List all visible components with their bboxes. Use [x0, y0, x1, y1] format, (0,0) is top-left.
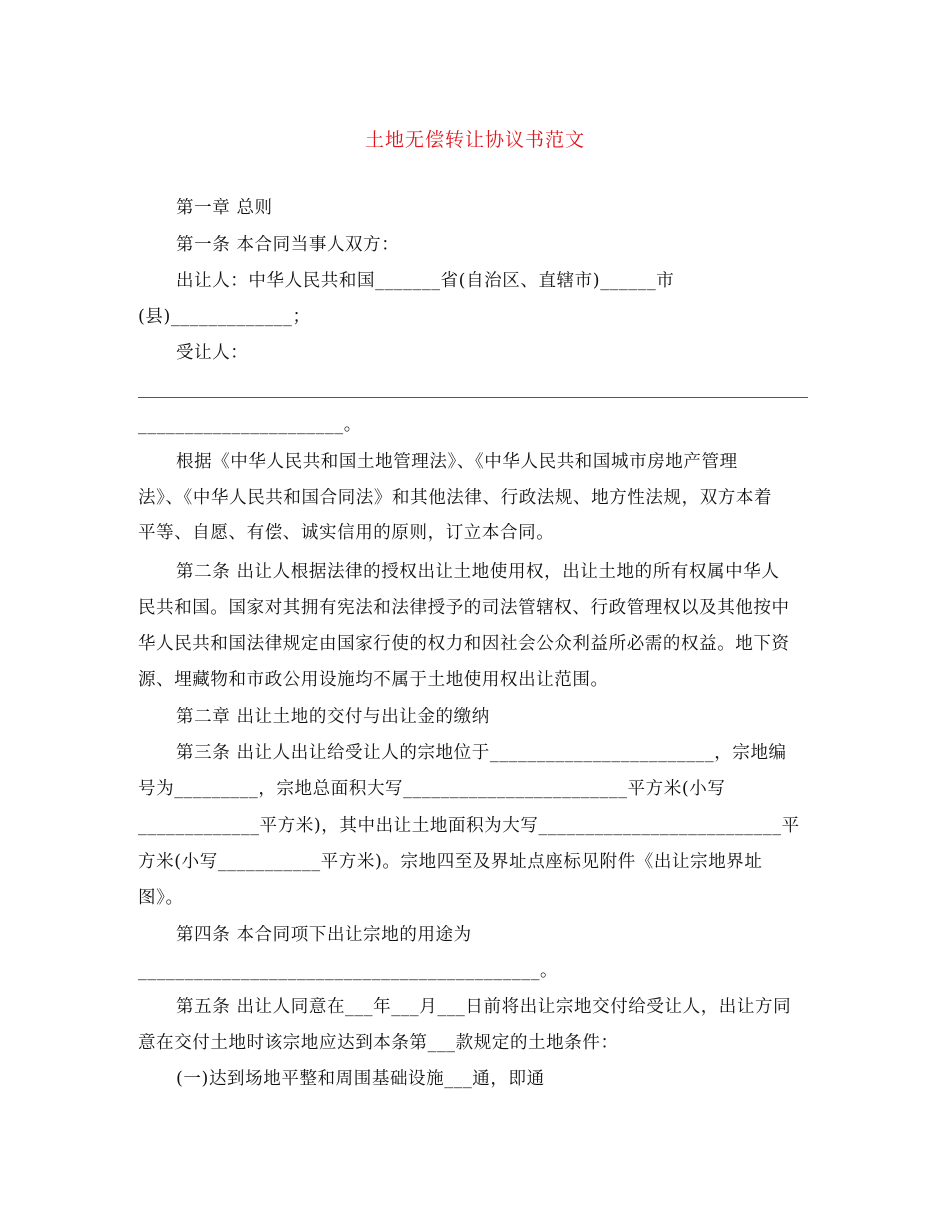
article-2-line-3: 华人民共和国法律规定由国家行使的权力和因社会公众利益所必需的权益。地下资: [138, 634, 790, 654]
chapter-1-heading: 第一章 总则: [176, 198, 273, 218]
article-4-line-2: ___________________________________________。: [138, 961, 559, 981]
paragraph-basis-line-1: 根据《中华人民共和国土地管理法》、《中华人民共和国城市房地产管理: [176, 452, 738, 472]
condition-1-line: (一)达到场地平整和周围基础设施___通，即通: [176, 1069, 545, 1089]
article-3-line-4: 方米(小写___________平方米)。宗地四至及界址点座标见附件《出让宗地界址: [138, 852, 763, 872]
document-title: 土地无偿转让协议书范文: [364, 129, 585, 151]
article-3-line-2: 号为_________，宗地总面积大写________________________平方米(小写: [138, 779, 726, 799]
paragraph-basis-line-2: 法》、《中华人民共和国合同法》和其他法律、行政法规、地方性法规，双方本着: [138, 488, 773, 508]
article-2-line-4: 源、埋藏物和市政公用设施均不属于土地使用权出让范围。: [138, 670, 609, 690]
article-3-line-5: 图》。: [138, 888, 184, 908]
article-2-line-2: 民共和国。国家对其拥有宪法和法律授予的司法管辖权、行政管理权以及其他按中: [138, 598, 790, 618]
transferor-county-line: (县)_____________；: [138, 307, 311, 327]
transferee-label: 受让人：: [176, 343, 249, 363]
paragraph-basis-line-3: 平等、自愿、有偿、诚实信用的原则，订立本合同。: [138, 523, 555, 543]
article-4-line-1: 第四条 本合同项下出让宗地的用途为: [176, 925, 472, 945]
transferee-blank-line: [138, 397, 808, 398]
transferee-blank-end: ______________________。: [138, 415, 362, 435]
transferor-line: 出让人：中华人民共和国_______省(自治区、直辖市)______市: [176, 271, 675, 291]
article-1-heading: 第一条 本合同当事人双方：: [176, 235, 400, 255]
chapter-2-heading: 第二章 出让土地的交付与出让金的缴纳: [176, 707, 490, 727]
article-2-line-1: 第二条 出让人根据法律的授权出让土地使用权，出让土地的所有权属中华人: [176, 562, 780, 582]
article-3-line-3: _____________平方米)，其中出让土地面积为大写__________________________平: [138, 816, 800, 836]
article-5-line-2: 意在交付土地时该宗地应达到本条第___款规定的土地条件：: [138, 1033, 619, 1053]
article-5-line-1: 第五条 出让人同意在___年___月___日前将出让宗地交付给受让人，出让方同: [176, 997, 792, 1017]
article-3-line-1: 第三条 出让人出让给受让人的宗地位于________________________，宗地编: [176, 743, 787, 763]
